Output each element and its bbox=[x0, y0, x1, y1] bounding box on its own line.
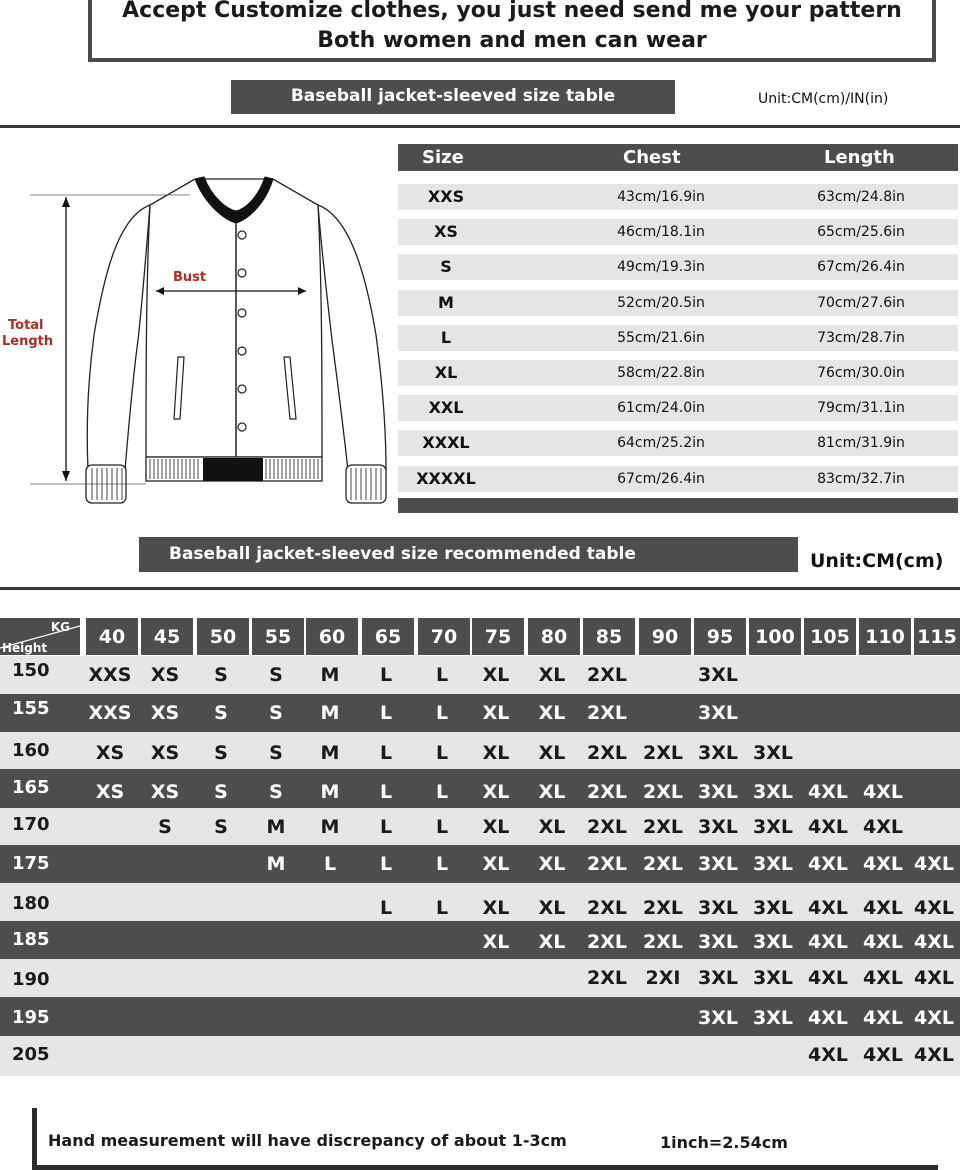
recommend-size-cell: XL bbox=[538, 853, 566, 875]
size-cell: L bbox=[440, 328, 452, 347]
size-cell: XXL bbox=[428, 398, 464, 417]
weight-header-cell: 95 bbox=[694, 618, 746, 655]
height-value: 195 bbox=[12, 1007, 50, 1028]
length-cell: 79cm/31.1in bbox=[817, 400, 905, 416]
recommend-size-cell: 2XL bbox=[643, 781, 683, 803]
recommend-size-cell: M bbox=[320, 816, 340, 838]
recommend-size-cell: 2XL bbox=[587, 931, 627, 953]
total-length-label-1: Total bbox=[8, 318, 44, 333]
recommend-size-cell: 4XL bbox=[863, 931, 903, 953]
recommend-size-cell: 4XL bbox=[808, 897, 848, 919]
chest-cell: 67cm/26.4in bbox=[617, 471, 705, 487]
recommend-size-cell: XL bbox=[538, 702, 566, 724]
bust-label: Bust bbox=[173, 270, 207, 285]
height-value: 205 bbox=[12, 1044, 50, 1065]
recommend-size-cell: L bbox=[379, 781, 393, 803]
recommend-size-cell: 3XL bbox=[698, 816, 738, 838]
recommend-size-cell: L bbox=[435, 702, 449, 724]
size-cell: XXXXL bbox=[416, 469, 476, 488]
recommend-size-cell: 2XL bbox=[587, 781, 627, 803]
recommend-size-cell: S bbox=[269, 664, 283, 686]
recommend-size-cell: M bbox=[266, 816, 286, 838]
recommend-size-cell: L bbox=[379, 853, 393, 875]
length-cell: 81cm/31.9in bbox=[817, 435, 905, 451]
size-row bbox=[398, 395, 958, 421]
recommend-size-cell: M bbox=[266, 853, 286, 875]
size-table-header bbox=[398, 144, 958, 171]
recommend-size-cell: 4XL bbox=[863, 781, 903, 803]
recommend-size-cell: 3XL bbox=[753, 931, 793, 953]
size-cell: XXXL bbox=[422, 433, 470, 452]
recommend-size-cell: 2XL bbox=[643, 742, 683, 764]
recommend-size-cell: S bbox=[269, 781, 283, 803]
recommend-size-cell: 2XL bbox=[587, 664, 627, 686]
inch-conversion: 1inch=2.54cm bbox=[660, 1133, 788, 1152]
header-line-2: Both women and men can wear bbox=[317, 28, 707, 53]
size-cell: XS bbox=[434, 222, 458, 241]
height-value: 165 bbox=[12, 777, 50, 798]
recommend-size-cell: XL bbox=[538, 664, 566, 686]
divider-middle bbox=[0, 587, 960, 590]
size-column-header: Size bbox=[422, 147, 464, 168]
recommend-size-cell: 3XL bbox=[698, 702, 738, 724]
weight-header-cell: 40 bbox=[86, 618, 138, 655]
recommend-row bbox=[0, 959, 960, 997]
recommend-table-unit: Unit:CM(cm) bbox=[810, 550, 944, 572]
recommend-size-cell: 4XL bbox=[863, 1044, 903, 1066]
recommend-size-cell: XL bbox=[482, 897, 510, 919]
weight-header-cell: 70 bbox=[418, 618, 470, 655]
recommend-row bbox=[0, 769, 960, 808]
length-cell: 73cm/28.7in bbox=[817, 330, 905, 346]
recommend-size-cell: XL bbox=[538, 816, 566, 838]
recommend-size-cell: XL bbox=[538, 931, 566, 953]
recommend-size-cell: 4XL bbox=[863, 897, 903, 919]
weight-header-cell: 115 bbox=[914, 618, 960, 655]
chest-cell: 55cm/21.6in bbox=[617, 330, 705, 346]
recommend-size-cell: S bbox=[158, 816, 172, 838]
height-value: 190 bbox=[12, 969, 50, 990]
recommend-size-cell: 3XL bbox=[753, 742, 793, 764]
size-cell: XL bbox=[434, 363, 458, 382]
recommend-size-cell: 4XL bbox=[808, 853, 848, 875]
recommend-size-cell: S bbox=[269, 702, 283, 724]
length-cell: 65cm/25.6in bbox=[817, 224, 905, 240]
recommend-size-cell: S bbox=[214, 664, 228, 686]
size-row bbox=[398, 184, 958, 210]
chest-cell: 61cm/24.0in bbox=[617, 400, 705, 416]
recommend-size-cell: 4XL bbox=[914, 967, 954, 989]
recommend-size-cell: 3XL bbox=[753, 897, 793, 919]
length-cell: 76cm/30.0in bbox=[817, 365, 905, 381]
recommend-size-cell: 3XL bbox=[753, 853, 793, 875]
recommend-row bbox=[0, 883, 960, 921]
recommend-size-cell: L bbox=[379, 816, 393, 838]
recommend-size-cell: 3XL bbox=[753, 1007, 793, 1029]
recommend-size-cell: S bbox=[214, 742, 228, 764]
size-row bbox=[398, 466, 958, 492]
size-table-unit: Unit:CM(cm)/IN(in) bbox=[758, 91, 889, 107]
recommend-size-cell: 3XL bbox=[698, 931, 738, 953]
recommend-size-cell: 2XL bbox=[643, 897, 683, 919]
recommend-size-cell: 4XL bbox=[863, 816, 903, 838]
recommend-size-cell: 4XL bbox=[914, 931, 954, 953]
recommend-row bbox=[0, 732, 960, 769]
divider-top bbox=[0, 125, 960, 128]
length-column-header: Length bbox=[824, 147, 895, 168]
recommend-size-cell: XS bbox=[150, 742, 180, 764]
recommend-size-cell: 4XL bbox=[808, 1044, 848, 1066]
recommend-size-cell: 2XL bbox=[587, 967, 627, 989]
weight-header-cell: 50 bbox=[197, 618, 249, 655]
height-value: 170 bbox=[12, 814, 50, 835]
length-cell: 83cm/32.7in bbox=[817, 471, 905, 487]
recommend-row bbox=[0, 921, 960, 959]
recommend-size-cell: 3XL bbox=[698, 781, 738, 803]
recommend-size-cell: XS bbox=[95, 742, 125, 764]
recommend-size-cell: XS bbox=[150, 702, 180, 724]
height-value: 150 bbox=[12, 660, 50, 681]
recommend-size-cell: XL bbox=[538, 781, 566, 803]
recommend-size-cell: 3XL bbox=[698, 967, 738, 989]
recommend-size-cell: M bbox=[320, 664, 340, 686]
chest-cell: 64cm/25.2in bbox=[617, 435, 705, 451]
recommend-table-title: Baseball jacket-sleeved size recommended table bbox=[139, 537, 798, 572]
recommend-size-cell: M bbox=[320, 742, 340, 764]
chest-cell: 49cm/19.3in bbox=[617, 259, 705, 275]
height-value: 160 bbox=[12, 740, 50, 761]
kg-label: KG bbox=[50, 620, 70, 634]
size-row bbox=[398, 219, 958, 245]
weight-header-cell: 55 bbox=[252, 618, 304, 655]
weight-header-cell: 110 bbox=[859, 618, 911, 655]
size-row bbox=[398, 430, 958, 456]
recommend-size-cell: 2XL bbox=[643, 853, 683, 875]
recommend-size-cell: 4XL bbox=[914, 1007, 954, 1029]
recommend-row bbox=[0, 656, 960, 694]
size-table-title: Baseball jacket-sleeved size table bbox=[231, 80, 675, 114]
recommend-size-cell: 3XL bbox=[753, 967, 793, 989]
recommend-size-cell: 4XL bbox=[914, 853, 954, 875]
length-cell: 63cm/24.8in bbox=[817, 189, 905, 205]
chest-cell: 52cm/20.5in bbox=[617, 295, 705, 311]
weight-header-cell: 100 bbox=[749, 618, 801, 655]
chest-cell: 58cm/22.8in bbox=[617, 365, 705, 381]
recommend-row bbox=[0, 1036, 960, 1076]
weight-header-cell: 75 bbox=[472, 618, 524, 655]
recommend-size-cell: XL bbox=[538, 742, 566, 764]
height-value: 175 bbox=[12, 853, 50, 874]
chest-cell: 43cm/16.9in bbox=[617, 189, 705, 205]
recommend-size-cell: 2XL bbox=[587, 897, 627, 919]
recommend-size-cell: 2XL bbox=[643, 816, 683, 838]
size-cell: M bbox=[438, 293, 454, 312]
recommend-size-cell: L bbox=[379, 897, 393, 919]
recommend-size-cell: XXS bbox=[88, 702, 132, 724]
weight-header-cell: 90 bbox=[639, 618, 691, 655]
recommend-size-cell: 3XL bbox=[698, 1007, 738, 1029]
weight-header-cell: 60 bbox=[306, 618, 358, 655]
recommend-size-cell: 2XL bbox=[587, 816, 627, 838]
weight-header-cell: 65 bbox=[362, 618, 414, 655]
recommend-size-cell: L bbox=[435, 897, 449, 919]
size-cell: XXS bbox=[427, 187, 465, 206]
recommend-size-cell: 4XL bbox=[914, 897, 954, 919]
recommend-row bbox=[0, 845, 960, 883]
height-value: 185 bbox=[12, 929, 50, 950]
recommend-size-cell: XS bbox=[150, 781, 180, 803]
recommend-size-cell: L bbox=[435, 664, 449, 686]
recommend-size-cell: M bbox=[320, 702, 340, 724]
recommend-size-cell: 2XL bbox=[587, 853, 627, 875]
size-table-footer-bar bbox=[398, 498, 958, 513]
recommend-row bbox=[0, 997, 960, 1036]
jacket-diagram bbox=[0, 165, 395, 510]
size-row bbox=[398, 360, 958, 386]
weight-header-cell: 105 bbox=[804, 618, 856, 655]
recommend-size-cell: S bbox=[214, 702, 228, 724]
weight-header-cell: 45 bbox=[141, 618, 193, 655]
weight-header-cell: 80 bbox=[528, 618, 580, 655]
recommend-size-cell: XXS bbox=[88, 664, 132, 686]
recommend-size-cell: L bbox=[435, 853, 449, 875]
recommend-size-cell: 4XL bbox=[863, 967, 903, 989]
chest-column-header: Chest bbox=[623, 147, 681, 168]
recommend-size-cell: L bbox=[379, 664, 393, 686]
recommend-size-cell: L bbox=[379, 742, 393, 764]
recommend-size-cell: 4XL bbox=[863, 853, 903, 875]
recommend-size-cell: S bbox=[269, 742, 283, 764]
chest-cell: 46cm/18.1in bbox=[617, 224, 705, 240]
recommend-row bbox=[0, 808, 960, 845]
recommend-size-cell: 4XL bbox=[808, 967, 848, 989]
recommend-size-cell: 4XL bbox=[863, 1007, 903, 1029]
recommend-size-cell: XS bbox=[95, 781, 125, 803]
kg-height-corner bbox=[0, 618, 80, 655]
recommend-size-cell: XL bbox=[482, 742, 510, 764]
recommend-size-cell: XL bbox=[482, 853, 510, 875]
recommend-size-cell: XS bbox=[150, 664, 180, 686]
recommend-size-cell: 3XL bbox=[698, 664, 738, 686]
recommend-size-cell: 2XL bbox=[643, 931, 683, 953]
length-cell: 70cm/27.6in bbox=[817, 295, 905, 311]
recommend-size-cell: XL bbox=[538, 897, 566, 919]
recommend-size-cell: 3XL bbox=[753, 816, 793, 838]
recommend-size-cell: 2XI bbox=[645, 967, 681, 989]
recommend-size-cell: 2XL bbox=[587, 702, 627, 724]
measurement-note: Hand measurement will have discrepancy of about 1-3cm bbox=[48, 1131, 567, 1150]
recommend-size-cell: L bbox=[435, 816, 449, 838]
recommend-size-cell: XL bbox=[482, 816, 510, 838]
recommend-size-cell: 3XL bbox=[698, 742, 738, 764]
length-cell: 67cm/26.4in bbox=[817, 259, 905, 275]
recommend-size-cell: S bbox=[214, 781, 228, 803]
height-value: 180 bbox=[12, 893, 50, 914]
recommend-size-cell: S bbox=[214, 816, 228, 838]
recommend-size-cell: M bbox=[320, 781, 340, 803]
recommend-size-cell: 3XL bbox=[698, 897, 738, 919]
recommend-size-cell: 4XL bbox=[808, 781, 848, 803]
recommend-size-cell: 4XL bbox=[808, 1007, 848, 1029]
height-value: 155 bbox=[12, 698, 50, 719]
recommend-size-cell: 3XL bbox=[753, 781, 793, 803]
recommend-row bbox=[0, 694, 960, 732]
recommend-size-cell: XL bbox=[482, 931, 510, 953]
size-row bbox=[398, 325, 958, 351]
recommend-size-cell: 4XL bbox=[808, 816, 848, 838]
recommend-size-cell: 4XL bbox=[914, 1044, 954, 1066]
recommend-size-cell: XL bbox=[482, 702, 510, 724]
header-line-1: Accept Customize clothes, you just need send me your pattern bbox=[122, 0, 902, 23]
height-label: Height bbox=[2, 641, 48, 655]
recommend-size-cell: 3XL bbox=[698, 853, 738, 875]
recommend-size-cell: XL bbox=[482, 781, 510, 803]
weight-header-cell: 85 bbox=[583, 618, 635, 655]
recommend-size-cell: 2XL bbox=[587, 742, 627, 764]
recommend-size-cell: L bbox=[435, 742, 449, 764]
recommend-size-cell: L bbox=[323, 853, 337, 875]
total-length-label-2: Length bbox=[2, 334, 54, 349]
recommend-size-cell: L bbox=[379, 702, 393, 724]
size-row bbox=[398, 290, 958, 316]
size-cell: S bbox=[440, 257, 452, 276]
size-row bbox=[398, 254, 958, 280]
recommend-size-cell: L bbox=[435, 781, 449, 803]
recommend-size-cell: XL bbox=[482, 664, 510, 686]
recommend-size-cell: 4XL bbox=[808, 931, 848, 953]
